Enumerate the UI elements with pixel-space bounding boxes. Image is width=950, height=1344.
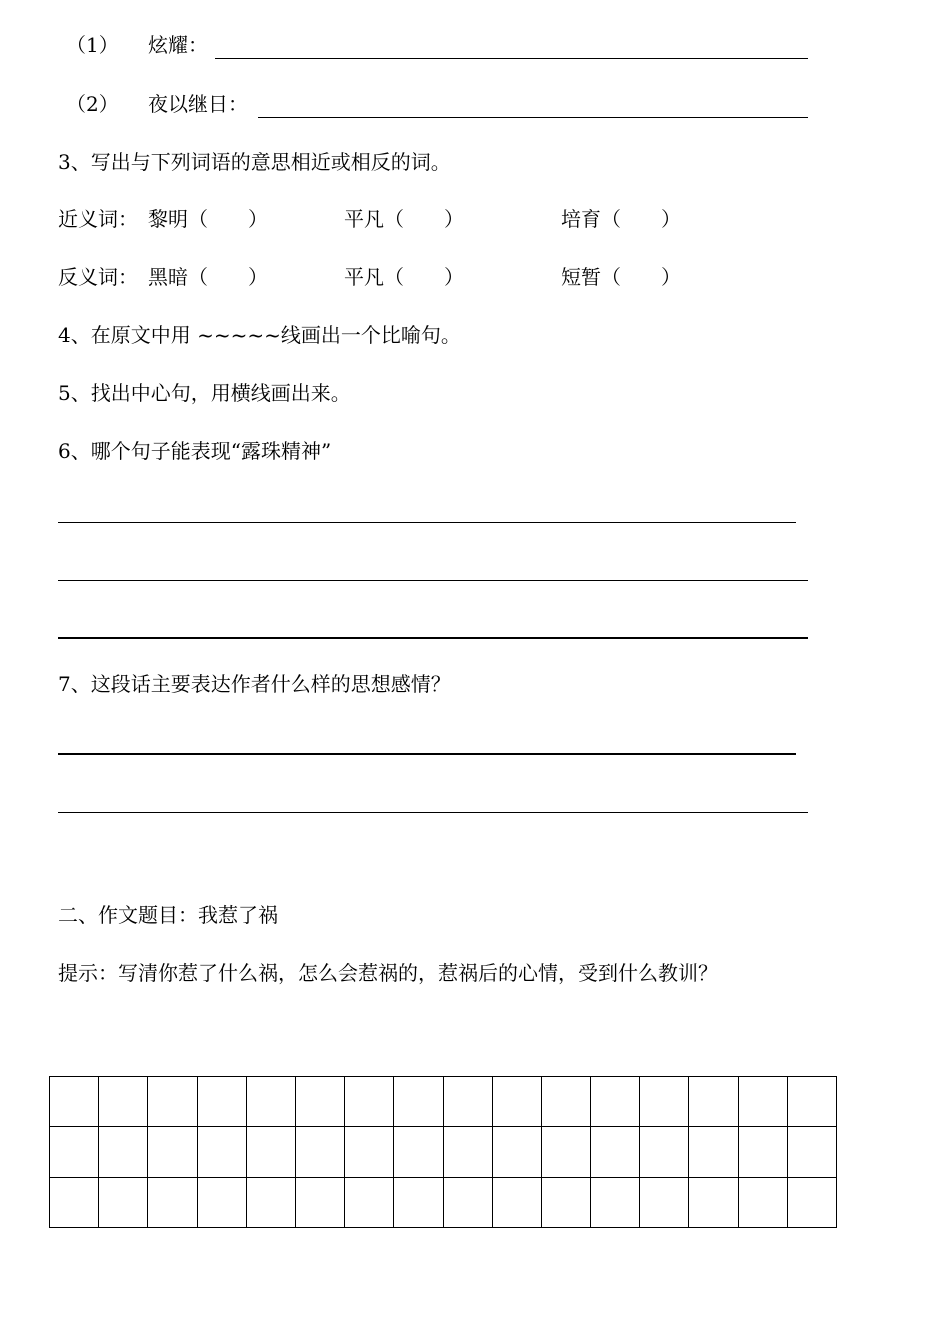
grid-cell[interactable] (345, 1077, 394, 1127)
grid-cell[interactable] (738, 1077, 787, 1127)
grid-cell[interactable] (197, 1177, 246, 1227)
q1-label: （1） (66, 33, 119, 57)
grid-cell[interactable] (99, 1127, 148, 1177)
q7-text: 7、这段话主要表达作者什么样的思想感情？ (58, 672, 451, 696)
q7-answer-line[interactable] (58, 812, 808, 813)
grid-cell[interactable] (345, 1177, 394, 1227)
grid-row (50, 1127, 837, 1177)
grid-cell[interactable] (640, 1077, 689, 1127)
synonym-item[interactable]: 平凡（ ） (344, 207, 464, 231)
grid-cell[interactable] (295, 1177, 344, 1227)
grid-cell[interactable] (787, 1077, 836, 1127)
grid-cell[interactable] (148, 1077, 197, 1127)
grid-cell[interactable] (591, 1127, 640, 1177)
grid-cell[interactable] (492, 1177, 541, 1227)
grid-cell[interactable] (50, 1127, 99, 1177)
grid-row (50, 1177, 837, 1227)
grid-cell[interactable] (148, 1127, 197, 1177)
q5-text: 5、找出中心句，用横线画出来。 (58, 381, 351, 405)
writing-grid[interactable] (49, 1076, 837, 1228)
grid-cell[interactable] (295, 1077, 344, 1127)
grid-cell[interactable] (689, 1077, 738, 1127)
synonyms-label: 近义词： (58, 207, 138, 231)
q7-answer-line[interactable] (58, 753, 796, 755)
antonyms-label: 反义词： (58, 265, 138, 289)
q2-answer-line[interactable] (258, 117, 808, 118)
grid-cell[interactable] (787, 1127, 836, 1177)
grid-cell[interactable] (443, 1077, 492, 1127)
composition-title: 二、作文题目：我惹了祸 (58, 903, 278, 927)
grid-cell[interactable] (197, 1127, 246, 1177)
q4-text: 4、在原文中用 ~~~~~线画出一个比喻句。 (58, 323, 461, 347)
grid-cell[interactable] (443, 1177, 492, 1227)
synonym-item[interactable]: 黎明（ ） (148, 207, 268, 231)
antonym-item[interactable]: 短暂（ ） (561, 265, 681, 289)
q2-label: （2） (66, 92, 119, 116)
grid-cell[interactable] (492, 1127, 541, 1177)
grid-cell[interactable] (394, 1077, 443, 1127)
q6-text: 6、哪个句子能表现“露珠精神” (58, 439, 332, 463)
grid-cell[interactable] (345, 1127, 394, 1177)
grid-cell[interactable] (246, 1127, 295, 1177)
grid-cell[interactable] (541, 1127, 590, 1177)
q1-answer-line[interactable] (215, 58, 808, 59)
grid-cell[interactable] (394, 1127, 443, 1177)
grid-cell[interactable] (787, 1177, 836, 1227)
grid-cell[interactable] (246, 1077, 295, 1127)
grid-cell[interactable] (50, 1177, 99, 1227)
grid-cell[interactable] (443, 1127, 492, 1177)
q3-title: 3、写出与下列词语的意思相近或相反的词。 (58, 150, 451, 174)
grid-cell[interactable] (492, 1077, 541, 1127)
grid-cell[interactable] (246, 1177, 295, 1227)
grid-cell[interactable] (738, 1127, 787, 1177)
grid-cell[interactable] (50, 1077, 99, 1127)
q6-answer-line[interactable] (58, 637, 808, 639)
grid-cell[interactable] (99, 1077, 148, 1127)
grid-cell[interactable] (591, 1177, 640, 1227)
grid-cell[interactable] (148, 1177, 197, 1227)
q6-answer-line[interactable] (58, 522, 796, 523)
composition-hint: 提示：写清你惹了什么祸，怎么会惹祸的，惹祸后的心情，受到什么教训？ (58, 961, 718, 985)
grid-cell[interactable] (591, 1077, 640, 1127)
grid-cell[interactable] (541, 1177, 590, 1227)
q2-word: 夜以继日： (148, 92, 248, 116)
grid-cell[interactable] (541, 1077, 590, 1127)
q6-answer-line[interactable] (58, 580, 808, 581)
grid-cell[interactable] (640, 1177, 689, 1227)
synonym-item[interactable]: 培育（ ） (561, 207, 681, 231)
q1-word: 炫耀： (148, 33, 208, 57)
grid-cell[interactable] (295, 1127, 344, 1177)
grid-cell[interactable] (640, 1127, 689, 1177)
grid-cell[interactable] (197, 1077, 246, 1127)
grid-cell[interactable] (394, 1177, 443, 1227)
grid-cell[interactable] (738, 1177, 787, 1227)
grid-cell[interactable] (689, 1177, 738, 1227)
grid-row (50, 1077, 837, 1127)
grid-cell[interactable] (689, 1127, 738, 1177)
antonym-item[interactable]: 黑暗（ ） (148, 265, 268, 289)
antonym-item[interactable]: 平凡（ ） (344, 265, 464, 289)
grid-cell[interactable] (99, 1177, 148, 1227)
